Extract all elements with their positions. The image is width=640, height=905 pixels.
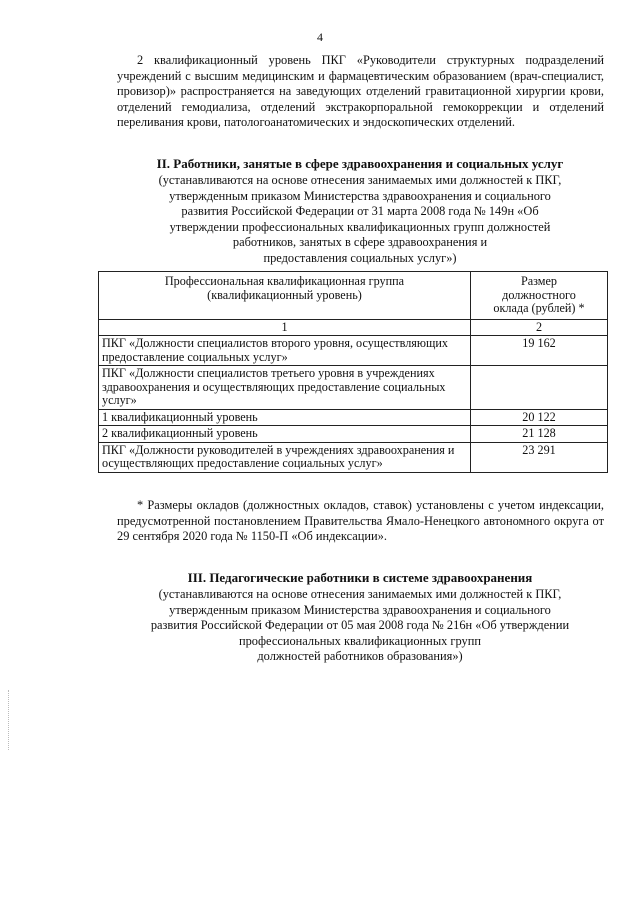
header-line: должностного — [502, 287, 576, 302]
intro-paragraph: 2 квалификационный уровень ПКГ «Руководители структурных подразделений учреждений с высшим медицинским и фармацевтическим образованием (врач-специалист, провизор)» распространяется на заведующих отделений гравитационной хирургии крови, отделений гемодиализа, отделений экстракорпоральной гемокоррекции и отделений переливания крови, патологоанатомических и эндоскопических отделений. — [117, 53, 604, 129]
header-line: (квалификационный уровень) — [207, 287, 362, 302]
salary-table — [98, 271, 608, 473]
section-2-note-line: утверждении профессиональных квалификационных групп должностей — [169, 219, 551, 234]
section-3-note-line: профессиональных квалификационных групп — [238, 633, 482, 648]
scan-margin-mark — [8, 690, 11, 750]
index-cell: 1 — [99, 319, 471, 336]
row-label: 1 квалификационный уровень — [99, 409, 471, 426]
table-row — [99, 409, 608, 426]
table-row — [99, 336, 608, 366]
row-value: 23 291 — [471, 442, 608, 472]
row-value — [471, 366, 608, 410]
section-2-note-line: работников, занятых в сфере здравоохранения и — [232, 235, 488, 249]
section-3-note-line: утвержденным приказом Министерства здравоохранения и социального — [169, 602, 551, 617]
section-2-note-line: утвержденным приказом Министерства здравоохранения и социального — [169, 188, 551, 203]
footnote: * Размеры окладов (должностных окладов, ставок) установлены с учетом индексации, предусмотренной постановлением Правительства Ямало-Ненецкого автономного округа от 29 сентября 2020 года № 1150-П «Об индексации». — [117, 498, 604, 543]
section-3-note-line: развития Российской Федерации от 05 мая 2008 года № 216н «Об утверждении — [150, 618, 570, 632]
header-line: Размер — [520, 274, 558, 288]
row-value: 21 128 — [471, 426, 608, 443]
row-label: ПКГ «Должности специалистов второго уровня, осуществляющих предоставление социальных услуг» — [99, 336, 471, 366]
row-value: 20 122 — [471, 409, 608, 426]
section-3-heading: III. Педагогические работники в системе здравоохранения — [187, 570, 533, 585]
section-3-note — [100, 587, 620, 665]
row-label: 2 квалификационный уровень — [99, 426, 471, 443]
table-row — [99, 442, 608, 472]
table-row — [99, 366, 608, 410]
index-cell: 2 — [471, 319, 608, 336]
header-line: оклада (рублей) * — [493, 301, 585, 315]
table-header-row — [99, 272, 608, 320]
section-2-note-line: развития Российской Федерации от 31 марта 2008 года № 149н «Об — [181, 204, 539, 218]
section-2-note-line: предоставления социальных услуг») — [263, 250, 457, 265]
header-qualification-group — [99, 272, 471, 320]
section-3-note-line: (устанавливаются на основе отнесения занимаемых ими должностей к ПКГ, — [158, 587, 562, 601]
section-2-note — [100, 173, 620, 266]
row-label: ПКГ «Должности специалистов третьего уровня в учреждениях здравоохранения и осуществляющих предоставление социальных услуг» — [99, 366, 471, 410]
table-index-row — [99, 319, 608, 336]
page-number: 4 — [317, 30, 323, 44]
header-salary — [471, 272, 608, 320]
header-line: Профессиональная квалификационная группа — [164, 274, 405, 288]
section-3-note-line: должностей работников образования») — [257, 649, 463, 663]
row-value: 19 162 — [471, 336, 608, 366]
section-2-heading: II. Работники, занятые в сфере здравоохранения и социальных услуг — [156, 156, 564, 171]
row-label: ПКГ «Должности руководителей в учреждениях здравоохранения и осуществляющих предоставление социальных услуг» — [99, 442, 471, 472]
table-row — [99, 426, 608, 443]
section-2-note-line: (устанавливаются на основе отнесения занимаемых ими должностей к ПКГ, — [158, 173, 562, 187]
